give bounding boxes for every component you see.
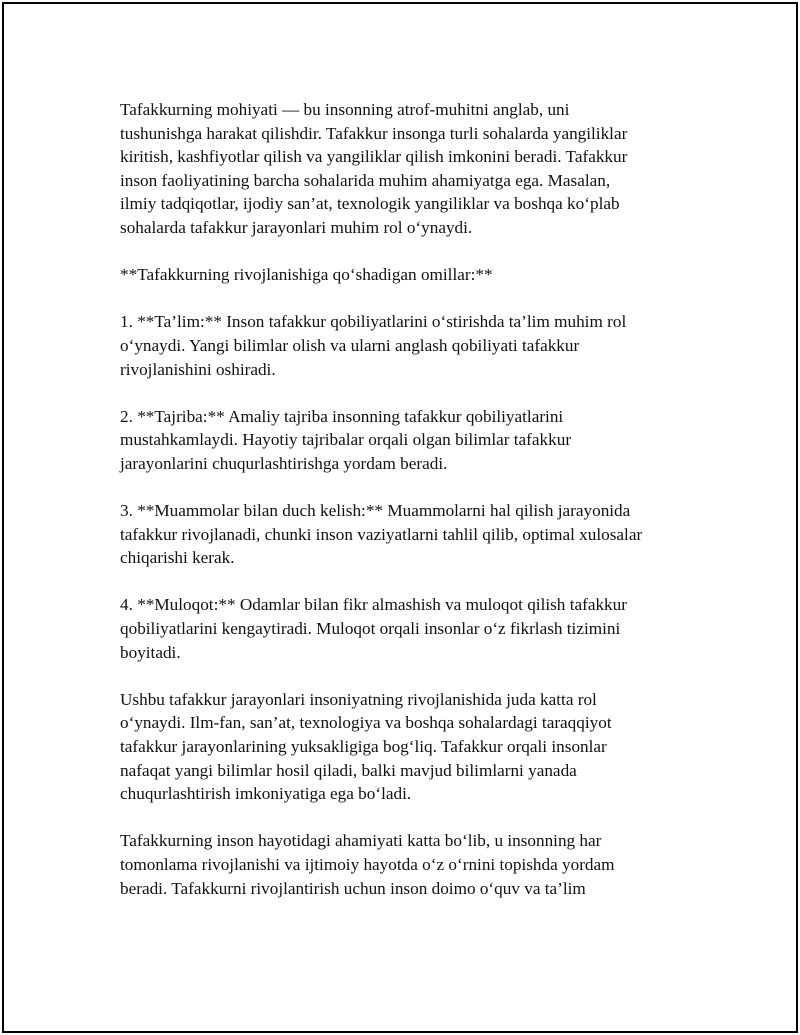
list-item-4 [120,593,690,664]
text-line: qobiliyatlarini kengaytiradi. Muloqot orqali insonlar o‘z fikrlash tizimini [120,619,621,639]
text-line: 3. **Muammolar bilan duch kelish:** Muammolarni hal qilish jarayonida [120,501,631,521]
list-item-2 [120,405,690,476]
text-line: 1. **Ta’lim:** Inson tafakkur qobiliyatlarini o‘stirishda ta’lim muhim rol [120,312,627,332]
text-line: mustahkamlaydi. Hayotiy tajribalar orqali olgan bilimlar tafakkur [120,430,572,450]
text-line: nafaqat yangi bilimlar hosil qiladi, balki mavjud bilimlarni yanada [120,760,577,780]
text-line: sohalarda tafakkur jarayonlari muhim rol o‘ynaydi. [120,217,473,237]
paragraph-conclusion [120,829,690,900]
text-line: ilmiy tadqiqotlar, ijodiy san’at, texnologik yangiliklar va boshqa ko‘plab [120,194,620,214]
text-line: jarayonlarini chuqurlashtirishga yordam beradi. [120,453,448,473]
text-line: tafakkur rivojlanadi, chunki inson vaziyatlarni tahlil qilib, optimal xulosalar [120,524,643,544]
text-line: 2. **Tajriba:** Amaliy tajriba insonning tafakkur qobiliyatlarini [120,406,564,426]
paragraph-intro [120,98,690,240]
text-line: **Tafakkurning rivojlanishiga qo‘shadigan omillar:** [120,265,493,285]
text-line: beradi. Tafakkurni rivojlantirish uchun inson doimo o‘quv va ta’lim [120,878,586,898]
text-line: tomonlama rivojlanishi va ijtimoiy hayotda o‘z o‘rnini topishda yordam [120,855,615,874]
text-line: o‘ynaydi. Yangi bilimlar olish va ularni anglash qobiliyati tafakkur [120,335,580,355]
text-line: rivojlanishini oshiradi. [120,359,276,379]
text-line: inson faoliyatining barcha sohalarida muhim ahamiyatga ega. Masalan, [120,170,611,190]
text-line: o‘ynaydi. Ilm-fan, san’at, texnologiya va boshqa sohalardagi taraqqiyot [120,713,612,733]
text-line: chuqurlashtirish imkoniyatiga ega bo‘ladi. [120,784,412,804]
document-body [120,98,690,900]
text-line: kiritish, kashfiyotlar qilish va yangiliklar qilish imkonini beradi. Tafakkur [120,147,628,167]
text-line: chiqarishi kerak. [120,548,235,568]
list-item-3 [120,499,690,570]
text-line: tafakkur jarayonlarining yuksakligiga bog‘liq. Tafakkur orqali insonlar [120,737,607,757]
text-line: tushunishga harakat qilishdir. Tafakkur insonga turli sohalarda yangiliklar [120,123,628,143]
text-line: Tafakkurning mohiyati — bu insonning atrof-muhitni anglab, uni [120,100,570,119]
document-page [2,2,798,1033]
list-item-1 [120,310,690,381]
section-heading [120,263,690,287]
text-line: 4. **Muloqot:** Odamlar bilan fikr almashish va muloqot qilish tafakkur [120,595,627,615]
text-line: boyitadi. [120,642,181,662]
paragraph-summary [120,688,690,806]
text-line: Ushbu tafakkur jarayonlari insoniyatning rivojlanishida juda katta rol [120,689,597,709]
text-line: Tafakkurning inson hayotidagi ahamiyati katta bo‘lib, u insonning har [120,831,602,851]
